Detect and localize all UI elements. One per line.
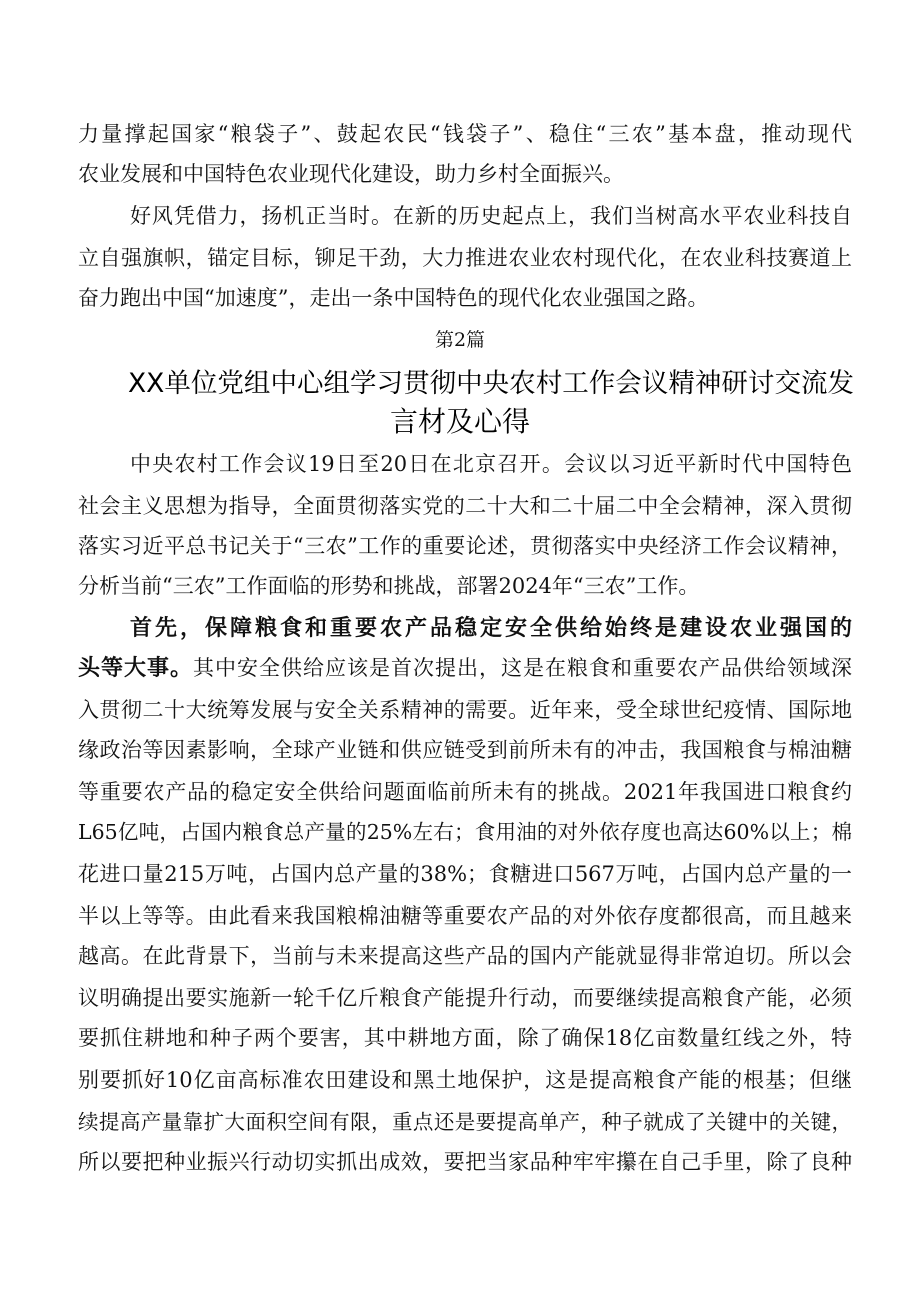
paragraph-line: 缘政治等因素影响，全球产业链和供应链受到前所未有的冲击，我国粮食与棉油糖 [78,738,852,762]
paragraph-line: 力量撑起国家“粮袋子”、鼓起农民“钱袋子”、稳住“三农”基本盘，推动现代 [78,122,852,146]
lead-bold-text: 头等大事。 [78,655,193,681]
paragraph-line: 续提高产量靠扩大面积空间有限，重点还是要提高单产，种子就成了关键中的关键， [78,1110,852,1134]
paragraph-line: 落实习近平总书记关于“三农”工作的重要论述，贯彻落实中央经济工作会议精神， [78,534,852,558]
paragraph-line: 花进口量215万吨，占国内总产量的38%；食糖进口567万吨，占国内总产量的一 [78,862,852,886]
paragraph-line: 奋力跑出中国“加速度”，走出一条中国特色的现代化农业强国之路。 [78,286,709,310]
paragraph-line: 所以要把种业振兴行动切实抓出成效，要把当家品种牢牢攥在自己手里，除了良种 [78,1150,852,1174]
paragraph-line: 要抓住耕地和种子两个要害，其中耕地方面，除了确保18亿亩数量红线之外，特 [78,1026,852,1050]
paragraph-line: 分析当前“三农”工作面临的形势和挑战，部署2024年“三农”工作。 [78,574,700,598]
paragraph-line-mixed [78,648,852,688]
paragraph-line: 好风凭借力，扬机正当时。在新的历史起点上，我们当树高水平农业科技自 [130,204,852,228]
lead-rest-text: 其中安全供给应该是首次提出，这是在粮食和重要农产品供给领域深 [193,656,852,680]
section-label: 第2篇 [434,329,486,351]
article-title-line-2: 言材及心得 [389,405,530,438]
paragraph-line: 半以上等等。由此看来我国粮棉油糖等重要农产品的对外依存度都很高，而且越来 [78,904,852,928]
paragraph-line: 社会主义思想为指导，全面贯彻落实党的二十大和二十届二中全会精神，深入贯彻 [78,494,852,518]
paragraph-line: 议明确提出要实施新一轮千亿斤粮食产能提升行动，而要继续提高粮食产能，必须 [78,986,852,1010]
paragraph-line: 越高。在此背景下，当前与未来提高这些产品的国内产能就显得非常迫切。所以会 [78,944,852,968]
paragraph-line: L65亿吨，占国内粮食总产量的25%左右；食用油的对外依存度也高达60%以上；棉 [78,820,852,844]
paragraph-line: 中央农村工作会议19日至20日在北京召开。会议以习近平新时代中国特色 [130,452,852,476]
paragraph-line: 农业发展和中国特色农业现代化建设，助力乡村全面振兴。 [78,162,624,186]
paragraph-line: 等重要农产品的稳定安全供给问题面临前所未有的挑战。2021年我国进口粮食约 [78,780,852,804]
article-title-line-1: XX单位党组中心组学习贯彻中央农村工作会议精神研讨交流发 [128,368,854,399]
paragraph-line: 入贯彻二十大统筹发展与安全关系精神的需要。近年来，受全球世纪疫情、国际地 [78,698,852,722]
paragraph-lead-bold: 首先，保障粮食和重要农产品稳定安全供给始终是建设农业强国的 [130,615,852,641]
paragraph-line: 立自强旗帜，锚定目标，铆足干劲，大力推进农业农村现代化，在农业科技赛道上 [78,246,852,270]
paragraph-line: 别要抓好10亿亩高标准农田建设和黑土地保护，这是提高粮食产能的根基；但继 [78,1068,852,1092]
